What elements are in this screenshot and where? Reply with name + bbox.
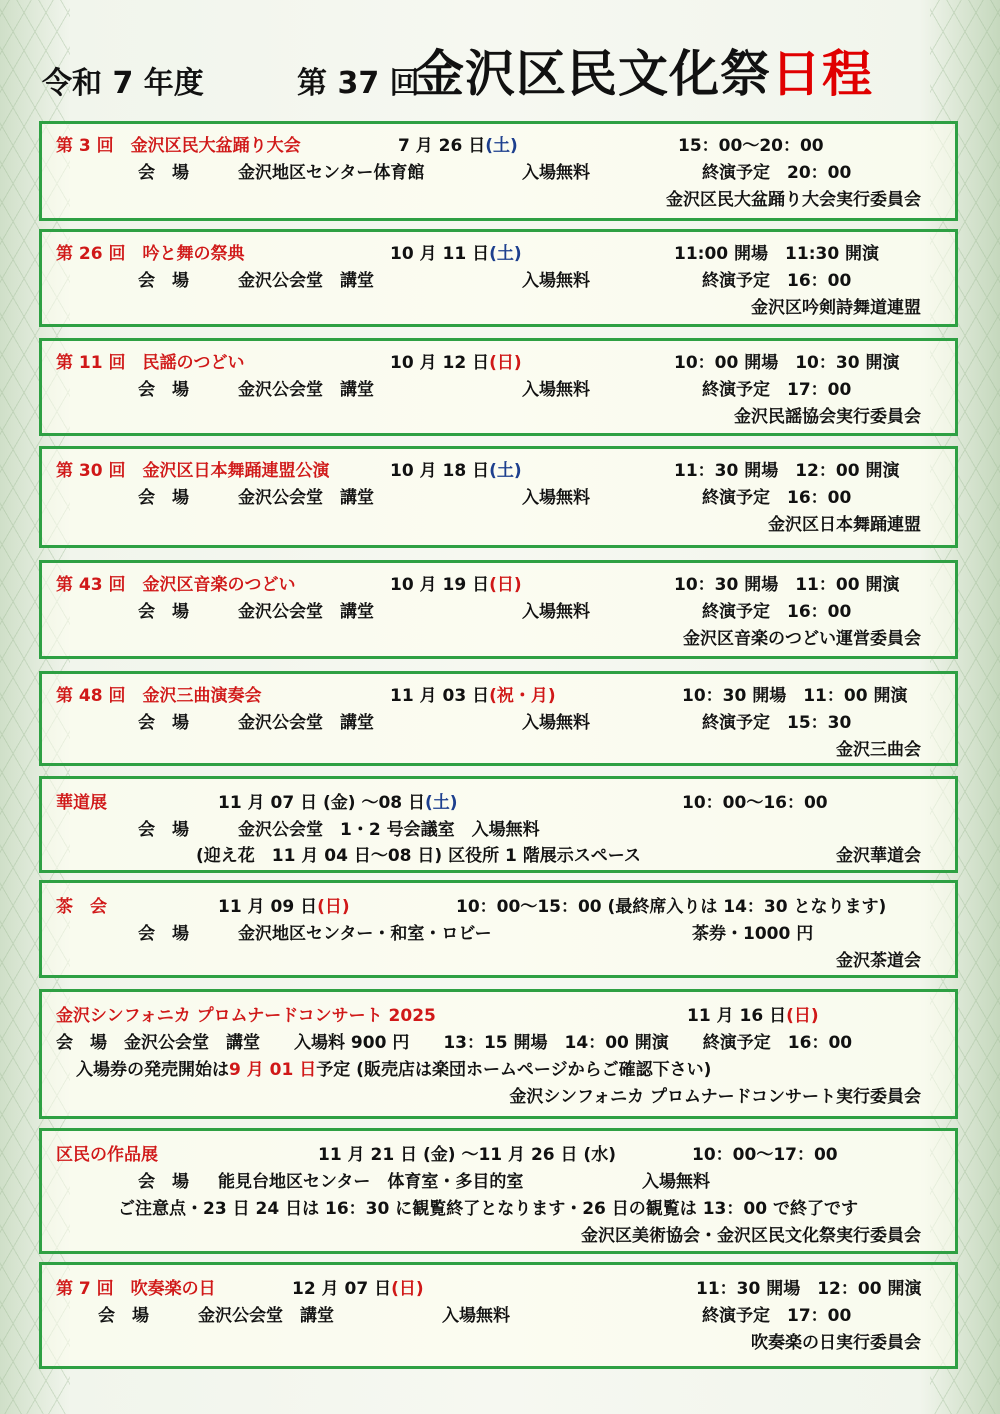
event-date: 10 月 18 日(土): [390, 461, 522, 481]
admission: 入場無料: [522, 380, 590, 400]
organizer: 金沢民謡協会実行委員会: [734, 407, 921, 427]
end-time: 終演予定 17：00: [702, 1306, 852, 1326]
event-time: 10：30 開場 11：00 開演: [682, 686, 908, 706]
ticket-price: 茶券・1000 円: [692, 924, 814, 944]
event-kado: [39, 776, 958, 873]
venue-label: 会 場: [98, 1306, 149, 1326]
event-time: 11：30 開場 12：00 開演: [696, 1279, 922, 1299]
admission: 入場無料: [522, 602, 590, 622]
venue: 金沢公会堂 講堂: [238, 271, 374, 291]
event-time: 10：00～16：00: [682, 793, 828, 813]
end-time: 終演予定 16：00: [702, 488, 852, 508]
organizer: 金沢区美術協会・金沢区民文化祭実行委員会: [581, 1226, 921, 1246]
venue: 金沢公会堂 講堂: [238, 488, 374, 508]
organizer: 金沢シンフォニカ プロムナードコンサート実行委員会: [509, 1087, 921, 1107]
event-box: [39, 446, 958, 548]
event-name: 第 11 回 民謡のつどい: [56, 353, 245, 373]
admission: 入場無料: [442, 1306, 510, 1326]
event-time: 10：00～17：00: [692, 1145, 838, 1165]
venue: 能見台地区センター 体育室・多目的室: [218, 1172, 524, 1192]
event-time: 11:00 開場 11:30 開演: [674, 244, 880, 264]
event-time: 11：30 開場 12：00 開演: [674, 461, 900, 481]
event-box: [39, 560, 958, 659]
admission: 入場無料: [642, 1172, 710, 1192]
event-date: 10 月 19 日(日): [390, 575, 522, 595]
event-date: 10 月 11 日(土): [390, 244, 522, 264]
event-date: 7 月 26 日(土): [398, 136, 518, 156]
event-time: 10：00 開場 10：30 開演: [674, 353, 900, 373]
organizer: 金沢区民大盆踊り大会実行委員会: [666, 190, 921, 210]
end-time: 終演予定 16：00: [702, 271, 852, 291]
title-accent: 日程: [771, 45, 873, 103]
event-date: 11 月 07 日 (金) ～08 日(土): [218, 793, 458, 813]
admission: 入場無料: [522, 713, 590, 733]
venue-label: 会 場: [138, 488, 189, 508]
event-name: 第 3 回 金沢区民大盆踊り大会: [56, 136, 301, 156]
venue: 金沢地区センター・和室・ロビー: [238, 924, 492, 944]
admission: 入場無料: [522, 271, 590, 291]
venue-label: 会 場: [138, 380, 189, 400]
event-box: [39, 229, 958, 327]
end-time: 終演予定 15：30: [702, 713, 852, 733]
venue: 金沢公会堂 講堂: [238, 602, 374, 622]
event-box: [39, 121, 958, 221]
event-box: [39, 671, 958, 766]
event-date: 11 月 09 日(日): [218, 897, 350, 917]
venue: 金沢公会堂 講堂: [238, 713, 374, 733]
event-name: 第 26 回 吟と舞の祭典: [56, 244, 245, 264]
venue-label: 会 場: [138, 602, 189, 622]
event-time: 10：30 開場 11：00 開演: [674, 575, 900, 595]
event-date: 10 月 12 日(日): [390, 353, 522, 373]
end-time: 終演予定 17：00: [702, 380, 852, 400]
organizer: 吹奏楽の日実行委員会: [751, 1333, 921, 1353]
organizer: 金沢華道会: [836, 846, 921, 866]
event-name: 金沢シンフォニカ プロムナードコンサート 2025: [56, 1006, 436, 1026]
organizer: 金沢区日本舞踊連盟: [768, 515, 921, 535]
venue-label: 会 場: [138, 1172, 189, 1192]
venue-label: 会 場: [138, 924, 189, 944]
end-time: 終演予定 16：00: [702, 602, 852, 622]
admission: 入場無料: [522, 488, 590, 508]
ticket-note: 入場券の発売開始は9 月 01 日予定 (販売店は楽団ホームページからご確認下さい): [76, 1060, 712, 1080]
event-concert: [39, 989, 958, 1119]
venue: 金沢公会堂 講堂: [198, 1306, 334, 1326]
venue: 金沢公会堂 1・2 号会議室 入場無料: [238, 820, 540, 840]
organizer: 金沢茶道会: [836, 951, 921, 971]
venue-label: 会 場: [138, 820, 189, 840]
note: (迎え花 11 月 04 日～08 日) 区役所 1 階展示スペース: [196, 846, 641, 866]
venue-label: 会 場: [138, 271, 189, 291]
event-name: 華道展: [56, 793, 107, 813]
organizer: 金沢区吟剣詩舞道連盟: [751, 298, 921, 318]
title-main: 金沢区民文化祭日程: [414, 45, 873, 103]
end-time: 終演予定 20：00: [702, 163, 852, 183]
event-sado: [39, 880, 958, 978]
venue-label: 会 場: [138, 163, 189, 183]
event-name: 第 7 回 吹奏楽の日: [56, 1279, 216, 1299]
page-title: [42, 28, 962, 108]
event-date: 11 月 03 日(祝・月): [390, 686, 556, 706]
admission: 入場無料: [522, 163, 590, 183]
year-label: 令和 7 年度: [42, 66, 204, 101]
event-name: 茶 会: [56, 897, 107, 917]
event-box: [39, 338, 958, 436]
organizer: 金沢三曲会: [836, 740, 921, 760]
event-name: 第 48 回 金沢三曲演奏会: [56, 686, 262, 706]
details-line: 会 場 金沢公会堂 講堂 入場料 900 円 13：15 開場 14：00 開演 終演予定 16：00: [56, 1033, 853, 1053]
note: ご注意点・23 日 24 日は 16：30 に観覧終了となります・26 日の観覧は 13：00 で終了です: [118, 1199, 858, 1219]
event-time: 10：00～15：00 (最終席入りは 14：30 となります): [456, 897, 887, 917]
event-date: 12 月 07 日(日): [292, 1279, 424, 1299]
event-name: 第 30 回 金沢区日本舞踊連盟公演: [56, 461, 330, 481]
event-name: 第 43 回 金沢区音楽のつどい: [56, 575, 296, 595]
venue: 金沢地区センター体育館: [238, 163, 425, 183]
event-date: 11 月 21 日 (金) ～11 月 26 日 (水): [318, 1145, 616, 1165]
venue: 金沢公会堂 講堂: [238, 380, 374, 400]
venue-label: 会 場: [138, 713, 189, 733]
organizer: 金沢区音楽のつどい運営委員会: [683, 629, 921, 649]
event-brass: [39, 1262, 958, 1369]
count-label: 第 37 回: [297, 66, 420, 101]
event-works: [39, 1128, 958, 1254]
event-name: 区民の作品展: [56, 1145, 158, 1165]
event-date: 11 月 16 日(日): [687, 1006, 819, 1026]
event-time: 15：00～20：00: [678, 136, 824, 156]
